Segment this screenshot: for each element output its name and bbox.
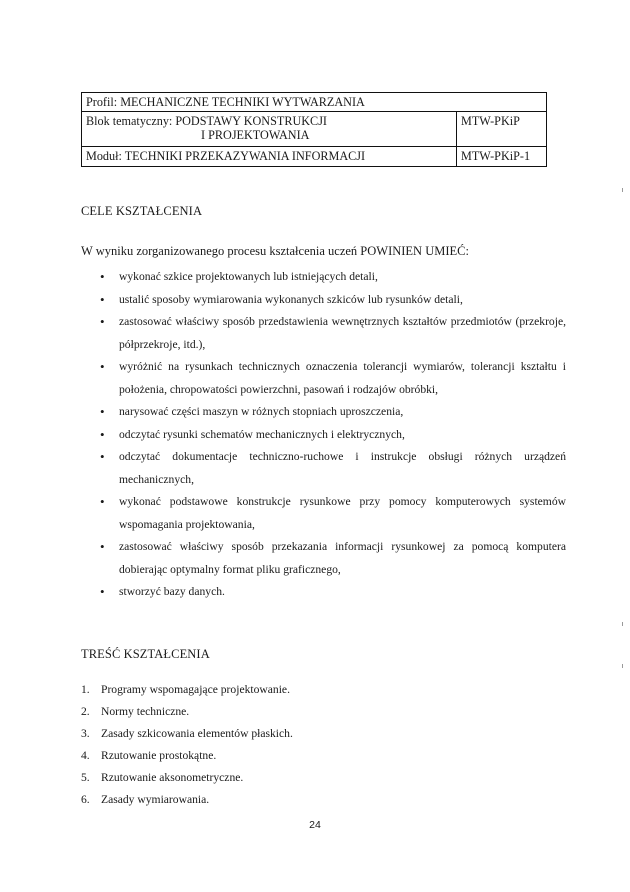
goal-item: • wykonać podstawowe konstrukcje rysunkowe przy pomocy komputerowych systemów wspomagania projektowania, — [100, 491, 566, 536]
bullet-icon: • — [100, 359, 105, 374]
content-item: 5. Rzutowanie aksonometryczne. — [81, 771, 244, 785]
bullet-icon: • — [100, 269, 105, 284]
profile-cell — [82, 93, 547, 112]
block-text-line1: Blok tematyczny: PODSTAWY KONSTRUKCJI — [86, 114, 327, 128]
block-code: MTW-PKiP — [461, 114, 520, 128]
block-cell — [82, 112, 457, 147]
bullet-icon: • — [100, 404, 105, 419]
goals-intro: W wyniku zorganizowanego procesu kształcenia uczeń POWINIEN UMIEĆ: — [81, 244, 469, 258]
module-code-cell — [457, 147, 547, 167]
goal-item: • odczytać rysunki schematów mechanicznych i elektrycznych, — [100, 424, 566, 447]
module-cell — [82, 147, 457, 167]
content-list — [81, 679, 293, 812]
block-text-line2: I PROJEKTOWANIA — [201, 128, 310, 142]
goals-list — [100, 266, 566, 604]
goal-item: • stworzyć bazy danych. — [100, 581, 566, 604]
bullet-icon: • — [100, 426, 105, 442]
content-item: 4. Rzutowanie prostokątne. — [81, 749, 217, 763]
content-item: 3. Zasady szkicowania elementów płaskich. — [81, 727, 293, 741]
bullet-icon: • — [100, 291, 105, 307]
module-code: MTW-PKiP-1 — [461, 149, 531, 163]
content-item: 2. Normy techniczne. — [81, 705, 190, 719]
bullet-icon: • — [100, 449, 105, 464]
goal-item: • wykonać szkice projektowanych lub istniejących detali, — [100, 266, 566, 289]
goal-item: • ustalić sposoby wymiarowania wykonanych szkiców lub rysunków detali, — [100, 289, 566, 312]
bullet-icon: • — [100, 494, 105, 509]
block-code-cell — [457, 112, 547, 147]
scan-mark — [622, 188, 623, 192]
content-heading: TREŚĆ KSZTAŁCENIA — [81, 647, 210, 661]
bullet-icon: • — [100, 314, 105, 329]
module-header-table — [81, 92, 547, 167]
bullet-icon: • — [100, 539, 105, 554]
scan-mark — [622, 622, 623, 626]
scan-mark — [622, 664, 623, 668]
module-text: Moduł: TECHNIKI PRZEKAZYWANIA INFORMACJI — [86, 149, 366, 163]
goal-item: • wyróżnić na rysunkach technicznych oznaczenia tolerancji wymiarów, tolerancji kształtu i położenia, chropowatości powierzchni, pasowań i rodzajów obróbki, — [100, 356, 566, 401]
goal-item: • narysować części maszyn w różnych stopniach uproszczenia, — [100, 401, 566, 424]
goal-item: • zastosować właściwy sposób przedstawienia wewnętrznych kształtów przedmiotów (przekroje, półprzekroje, itd.), — [100, 311, 566, 356]
content-item: 6. Zasady wymiarowania. — [81, 793, 210, 807]
profile-text: Profil: MECHANICZNE TECHNIKI WYTWARZANIA — [86, 95, 365, 109]
bullet-icon: • — [100, 584, 105, 599]
goal-item: • zastosować właściwy sposób przekazania informacji rysunkowej za pomocą komputera dobierając optymalny format pliku graficznego, — [100, 536, 566, 581]
content-item: 1. Programy wspomagające projektowanie. — [81, 683, 290, 696]
goals-heading: CELE KSZTAŁCENIA — [81, 204, 203, 218]
page-number: 24 — [309, 819, 321, 831]
goal-item: • odczytać dokumentacje techniczno-ruchowe i instrukcje obsługi różnych urządzeń mechanicznych, — [100, 446, 566, 491]
